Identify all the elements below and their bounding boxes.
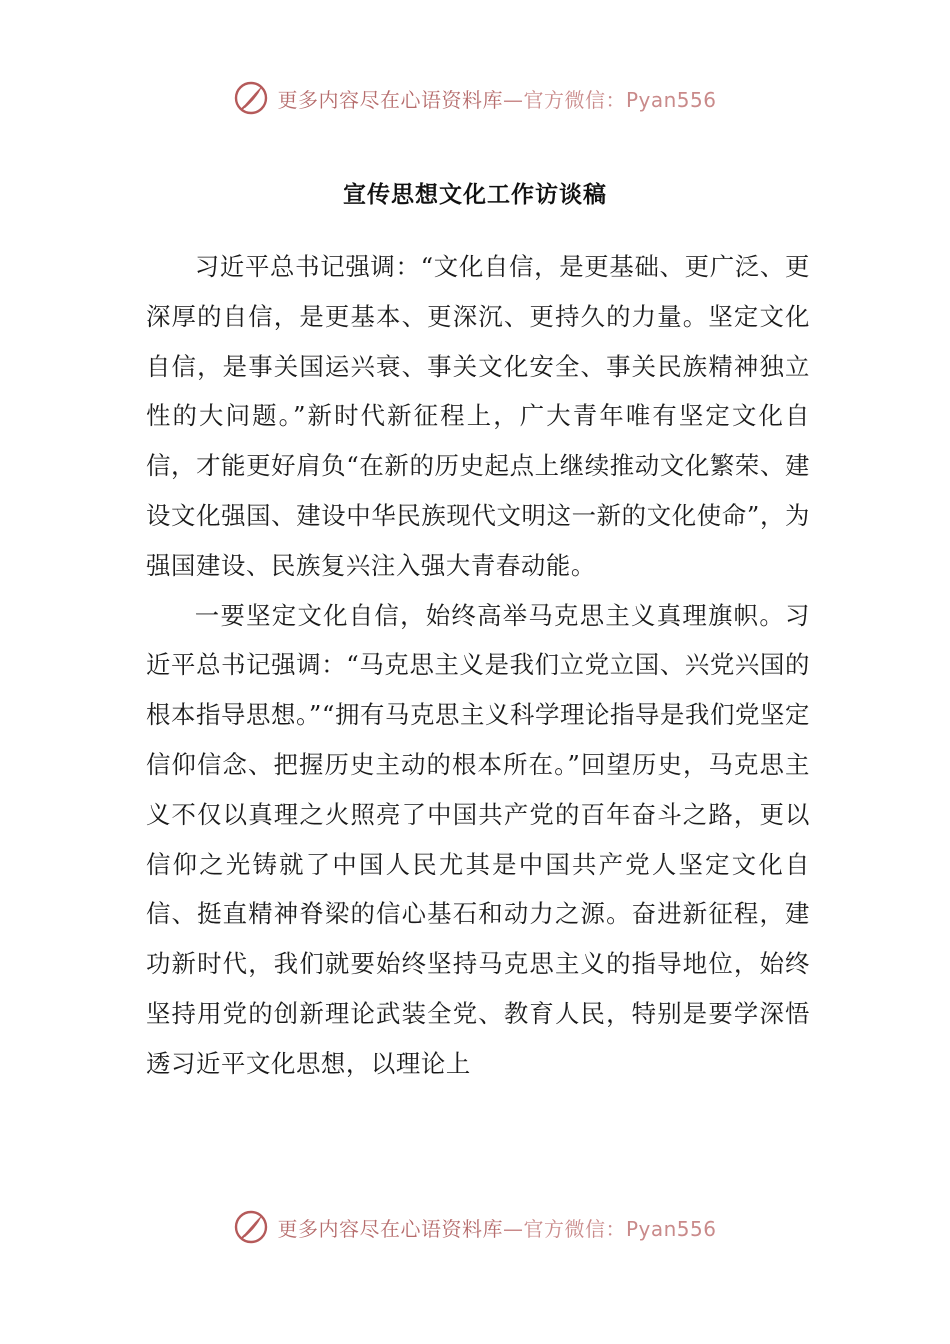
- body-paragraph: 习近平总书记强调：“文化自信，是更基础、更广泛、更深厚的自信，是更基本、更深沉、更持久的力量。坚定文化自信，是事关国运兴衰、事关文化安全、事关民族精神独立性的大问题。”新时代新征程上，广大青年唯有坚定文化自信，才能更好肩负“在新的历史起点上继续推动文化繁荣、建设文化强国、建设中华民族现代文明这一新的文化使命”，为强国建设、民族复兴注入强大青春动能。: [146, 252, 810, 580]
- watermark-text: 更多内容尽在心语资料库—官方微信：Pyan556: [277, 87, 717, 112]
- header-watermark-banner: [0, 80, 950, 116]
- watermark-text: 更多内容尽在心语资料库—官方微信：Pyan556: [277, 1216, 717, 1241]
- body-paragraph: 一要坚定文化自信，始终高举马克思主义真理旗帜。习近平总书记强调：“马克思主义是我们立党立国、兴党兴国的根本指导思想。”“拥有马克思主义科学理论指导是我们党坚定信仰信念、把握历史主动的根本所在。”回望历史，马克思主义不仅以真理之火照亮了中国共产党的百年奋斗之路，更以信仰之光铸就了中国人民尤其是中国共产党人坚定文化自信、挺直精神脊梁的信心基石和动力之源。奋进新征程，建功新时代，我们就要始终坚持马克思主义的指导地位，始终坚持用党的创新理论武装全党、教育人民，特别是要学深悟透习近平文化思想，以理论上: [146, 600, 810, 1078]
- document-body: [146, 242, 810, 1089]
- quill-pen-logo-icon: [233, 80, 269, 116]
- quill-pen-logo-icon: [233, 1209, 269, 1245]
- document-title: 宣传思想文化工作访谈稿: [343, 182, 607, 208]
- footer-watermark-banner: [0, 1209, 950, 1245]
